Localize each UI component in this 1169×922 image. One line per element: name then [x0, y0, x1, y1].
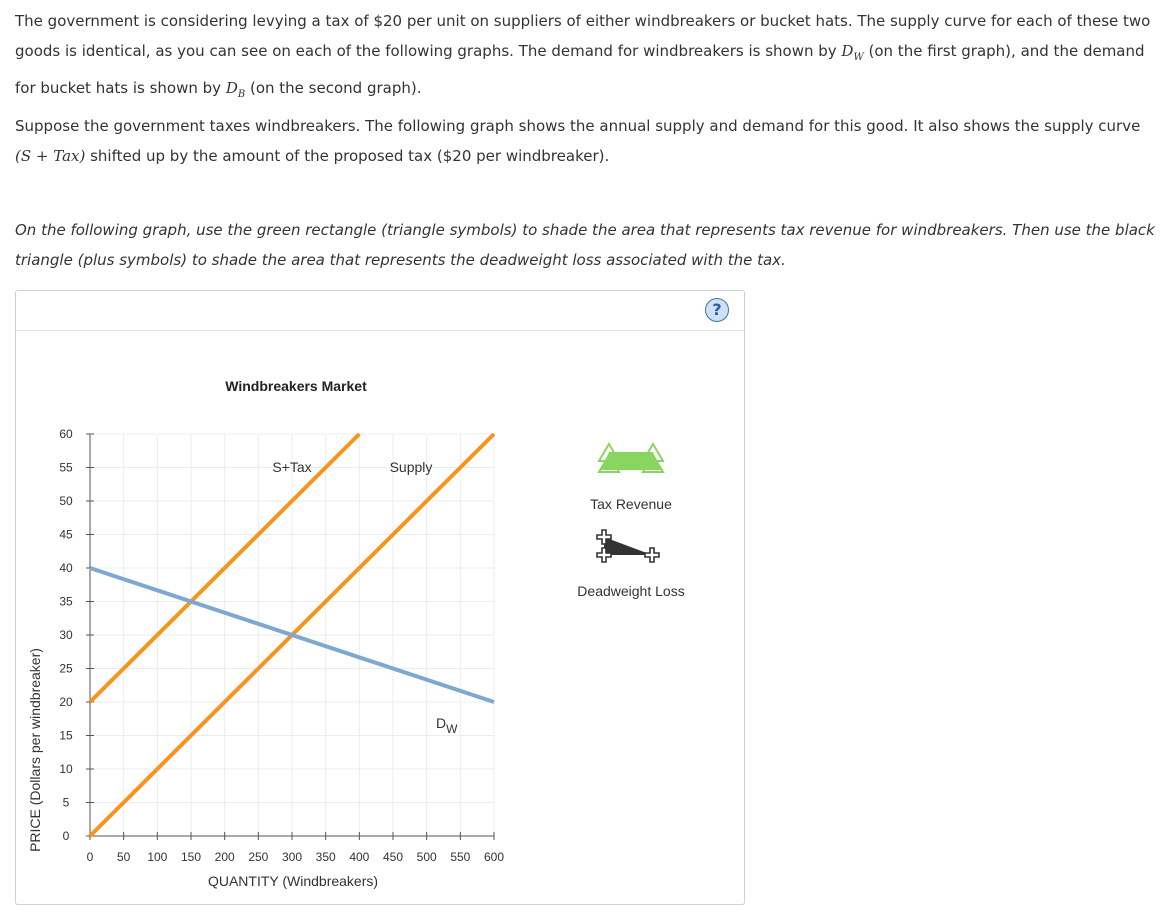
- demand-buckethats-symbol: [225, 79, 246, 100]
- demand-label-main: D: [436, 715, 447, 731]
- x-tick-label: 550: [450, 850, 471, 864]
- demand-label: [436, 715, 458, 736]
- y-tick-label: 55: [59, 460, 73, 475]
- x-tick-label: 450: [382, 850, 404, 864]
- x-tick-label: 400: [349, 850, 370, 864]
- question-paragraph-1: [15, 6, 1155, 110]
- question-text: shifted up by the amount of the proposed tax ($20 per windbreaker).: [85, 147, 610, 165]
- y-tick-label: 0: [62, 829, 70, 843]
- y-tick-label: 60: [59, 427, 73, 441]
- supply-label: Supply: [389, 459, 433, 475]
- tax-revenue-tool[interactable]: [599, 444, 663, 472]
- chart-title: Windbreakers Market: [225, 378, 367, 394]
- x-tick-label: 200: [214, 850, 235, 864]
- x-tick-label: 0: [86, 850, 94, 864]
- deadweight-loss-label: Deadweight Loss: [577, 583, 685, 599]
- y-tick-label: 40: [59, 561, 73, 575]
- supply-plus-tax-symbol: (S + Tax): [15, 147, 86, 165]
- deadweight-loss-tool[interactable]: [597, 530, 659, 562]
- y-tick-label: 45: [59, 527, 73, 542]
- x-axis-label: QUANTITY (Windbreakers): [207, 873, 379, 889]
- x-tick-label: 50: [116, 850, 131, 864]
- windbreakers-market-chart[interactable]: [16, 291, 744, 904]
- question-text: (on the second graph).: [245, 79, 422, 97]
- x-tick-label: 100: [147, 850, 168, 864]
- question-paragraph-2: [15, 111, 1155, 171]
- question-text: (on the first graph), and the demand for bucket hats is shown by: [15, 42, 1145, 97]
- x-tick-label: 500: [416, 850, 437, 864]
- question-text: The government is considering levying a tax of $20 per unit on suppliers of either windbreakers or bucket hats. The supply curve for each of these two goods is identical, as you can see on each of the following graphs. The demand for windbreakers is shown by: [15, 12, 1151, 60]
- symbol-main: D: [225, 79, 238, 97]
- y-tick-label: 50: [59, 494, 73, 508]
- y-tick-label: 15: [59, 728, 73, 743]
- instruction-paragraph: On the following graph, use the green rectangle (triangle symbols) to shade the area that represents tax revenue for windbreakers. Then use the black triangle (plus symbols) to shade the area that represents the deadweight loss associated with the tax.: [15, 221, 1155, 269]
- x-tick-label: 600: [483, 850, 505, 864]
- y-tick-label: 10: [59, 762, 73, 776]
- question-text: Suppose the government taxes windbreakers. The following graph shows the annual supply and demand for this good. It also shows the supply curve: [15, 117, 1141, 135]
- demand-label-sub: W: [446, 722, 458, 736]
- symbol-sub: B: [237, 89, 246, 100]
- s-plus-tax-label: S+Tax: [272, 459, 312, 475]
- plus-shape[interactable]: [645, 548, 659, 562]
- y-tick-label: 30: [59, 628, 73, 642]
- graph-panel: [15, 290, 745, 905]
- help-button[interactable]: ?: [705, 298, 729, 322]
- plus-handle-icon[interactable]: [645, 548, 659, 562]
- y-tick-label: 35: [59, 594, 73, 609]
- y-tick-label: 25: [59, 661, 73, 676]
- tax-revenue-label: Tax Revenue: [590, 496, 672, 512]
- x-tick-label: 150: [180, 850, 202, 864]
- x-tick-label: 250: [248, 850, 269, 864]
- y-tick-label: 5: [62, 795, 70, 810]
- symbol-main: D: [841, 42, 854, 60]
- y-tick-label: 20: [59, 695, 73, 709]
- x-tick-label: 350: [315, 850, 336, 864]
- demand-windbreakers-symbol: [841, 42, 864, 63]
- y-axis-label: PRICE (Dollars per windbreaker): [27, 648, 43, 852]
- x-tick-label: 300: [281, 850, 303, 864]
- symbol-sub: W: [853, 52, 864, 63]
